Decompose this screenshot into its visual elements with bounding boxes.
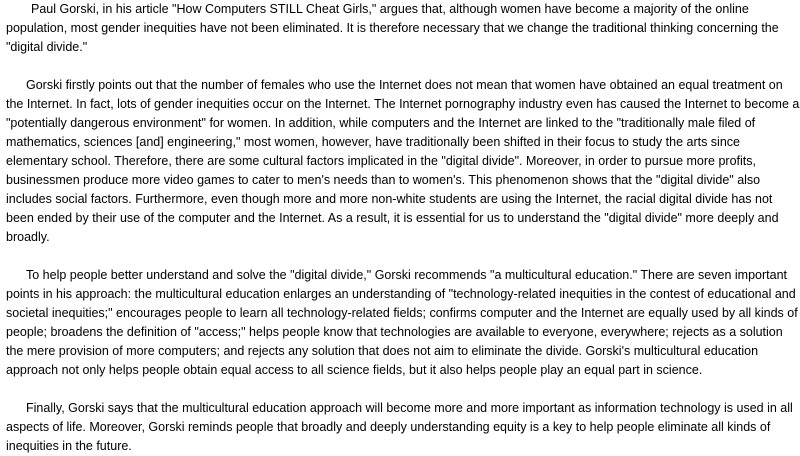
paragraph-gender-inequities: Gorski firstly points out that the number of females who use the Internet does not mean that women have obtained an equal treatment on the Internet. In fact, lots of gender inequities occur on the Internet. The Internet pornography industry even has caused the Internet to become a "potentially dangerous environment" for women. In addition, while computers and the Internet are linked to the "traditionally male filed of mathematics, sciences [and] engineering," most women, however, have traditionally been shifted in their focus to study the arts since elementary school. Therefore, there are some cultural factors implicated in the "digital divide". Moreover, in order to pursue more profits, businessmen produce more video games to cater to men's needs than to women's. This phenomenon shows that the "digital divide" also includes social factors. Furthermore, even though more and more non-white students are using the Internet, the racial digital divide has not been ended by their use of the computer and the Internet. As a result, it is essential for us to understand the "digital divide" more deeply and broadly. bbox=[6, 78, 800, 244]
paragraph-intro: Paul Gorski, in his article "How Computers STILL Cheat Girls," argues that, although women have become a majority of the online population, most gender inequities have not been eliminated. It is therefore necessary that we change the traditional thinking concerning the "digital divide." bbox=[6, 2, 779, 54]
paragraph-conclusion: Finally, Gorski says that the multicultural education approach will become more and more important as information technology is used in all aspects of life. Moreover, Gorski reminds people that broadly and deeply understanding equity is a key to help people eliminate all kinds of inequities in the future. bbox=[6, 401, 793, 453]
paragraph-multicultural-education: To help people better understand and solve the "digital divide," Gorski recommends "a multicultural education." There are seven important points in his approach: the multicultural education enlarges an understanding of "technology-related inequities in the contest of educational and societal inequities;" encourages people to learn all technology-related fields; confirms computer and the Internet are equally used by all kinds of people; broadens the definition of "access;" helps people know that technologies are available to everyone, everywhere; rejects as a solution the mere provision of more computers; and rejects any solution that does not aim to eliminate the divide. Gorski's multicultural education approach not only helps people obtain equal access to all science fields, but it also helps people play an equal part in science. bbox=[6, 268, 798, 377]
